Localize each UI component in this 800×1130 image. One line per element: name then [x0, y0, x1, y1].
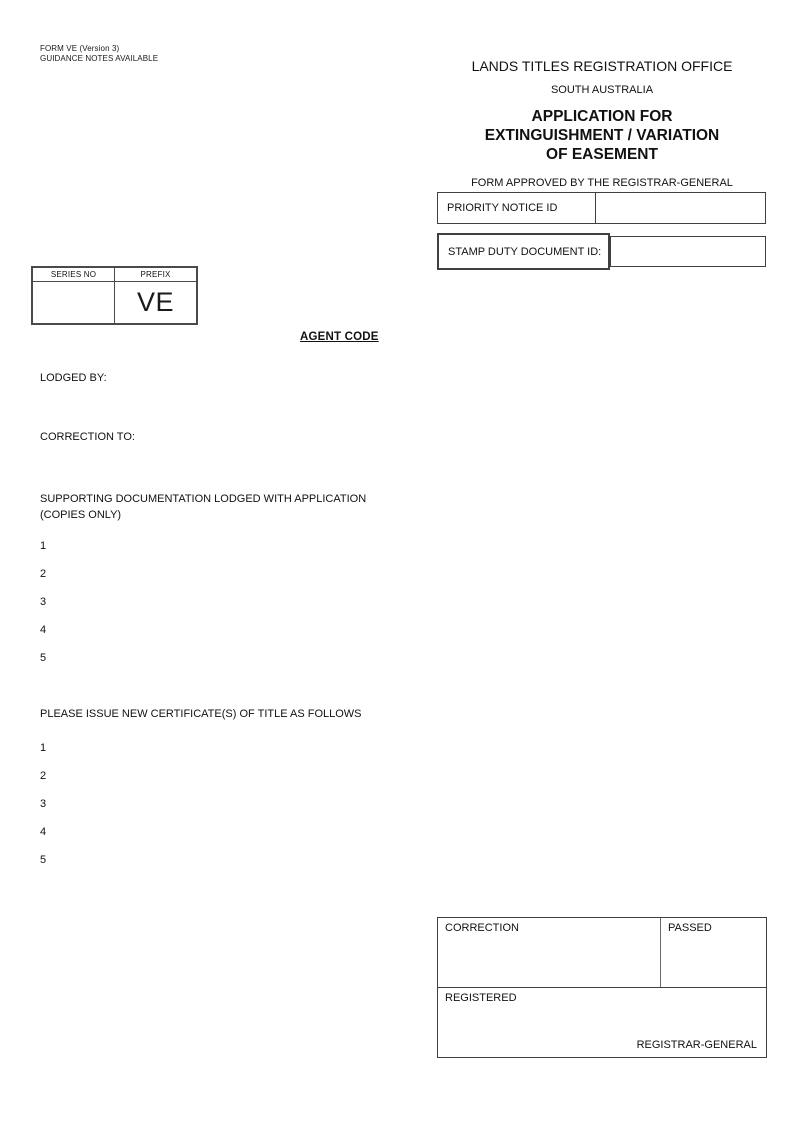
supporting-doc-row-1[interactable]: 1 — [40, 540, 47, 552]
form-title-line3: OF EASEMENT — [546, 146, 658, 163]
priority-notice-field[interactable] — [596, 193, 765, 223]
certificate-row-1[interactable]: 1 — [40, 742, 47, 754]
form-title — [437, 107, 767, 164]
supporting-docs-heading — [40, 492, 366, 523]
certificate-row-2[interactable]: 2 — [40, 770, 47, 782]
form-version-label: FORM VE (Version 3) — [40, 44, 120, 53]
registrar-general-label: REGISTRAR-GENERAL — [636, 1039, 757, 1051]
header-block — [437, 58, 767, 189]
approved-by-label: FORM APPROVED BY THE REGISTRAR-GENERAL — [471, 177, 733, 189]
office-title: LANDS TITLES REGISTRATION OFFICE — [471, 58, 733, 74]
prefix-header: PREFIX — [140, 270, 171, 279]
passed-cell: PASSED — [668, 922, 712, 934]
correction-cell: CORRECTION — [438, 918, 661, 987]
registered-cell — [438, 988, 766, 1057]
new-certificates-list — [40, 742, 46, 882]
form-title-line1: APPLICATION FOR — [531, 108, 673, 125]
guidance-notes-label: GUIDANCE NOTES AVAILABLE — [40, 54, 159, 63]
supporting-doc-row-2[interactable]: 2 — [40, 568, 47, 580]
office-use-box — [437, 917, 767, 1058]
priority-notice-label: PRIORITY NOTICE ID — [438, 193, 596, 223]
stamp-duty-label: STAMP DUTY DOCUMENT ID: — [437, 233, 610, 270]
new-certificates-heading: PLEASE ISSUE NEW CERTIFICATE(S) OF TITLE AS FOLLOWS — [40, 708, 362, 720]
registered-label: REGISTERED — [445, 992, 517, 1004]
certificate-row-4[interactable]: 4 — [40, 826, 47, 838]
supporting-doc-row-4[interactable]: 4 — [40, 624, 47, 636]
state-subtitle: SOUTH AUSTRALIA — [550, 84, 654, 96]
supporting-docs-heading-line1: SUPPORTING DOCUMENTATION LODGED WITH APPLICATION — [40, 493, 367, 505]
prefix-value: VE — [136, 287, 175, 317]
agent-code-label: AGENT CODE — [300, 331, 379, 343]
priority-notice-box — [437, 192, 766, 224]
form-meta-block — [40, 44, 158, 64]
form-title-line2: EXTINGUISHMENT / VARIATION — [484, 127, 720, 144]
series-table-body — [33, 282, 196, 323]
correction-to-label: CORRECTION TO: — [40, 431, 135, 443]
prefix-cell — [115, 282, 196, 323]
series-no-field[interactable] — [33, 282, 115, 323]
supporting-docs-heading-line2: (COPIES ONLY) — [40, 508, 122, 521]
series-no-header: SERIES NO — [33, 268, 115, 281]
lodged-by-label: LODGED BY: — [40, 372, 107, 384]
certificate-row-5[interactable]: 5 — [40, 854, 47, 866]
stamp-duty-field[interactable] — [610, 236, 766, 267]
supporting-doc-row-3[interactable]: 3 — [40, 596, 47, 608]
supporting-docs-list — [40, 540, 46, 680]
office-use-top-row — [438, 918, 766, 988]
supporting-doc-row-5[interactable]: 5 — [40, 652, 47, 664]
series-table-header — [33, 268, 196, 282]
certificate-row-3[interactable]: 3 — [40, 798, 47, 810]
series-prefix-table — [31, 266, 198, 325]
